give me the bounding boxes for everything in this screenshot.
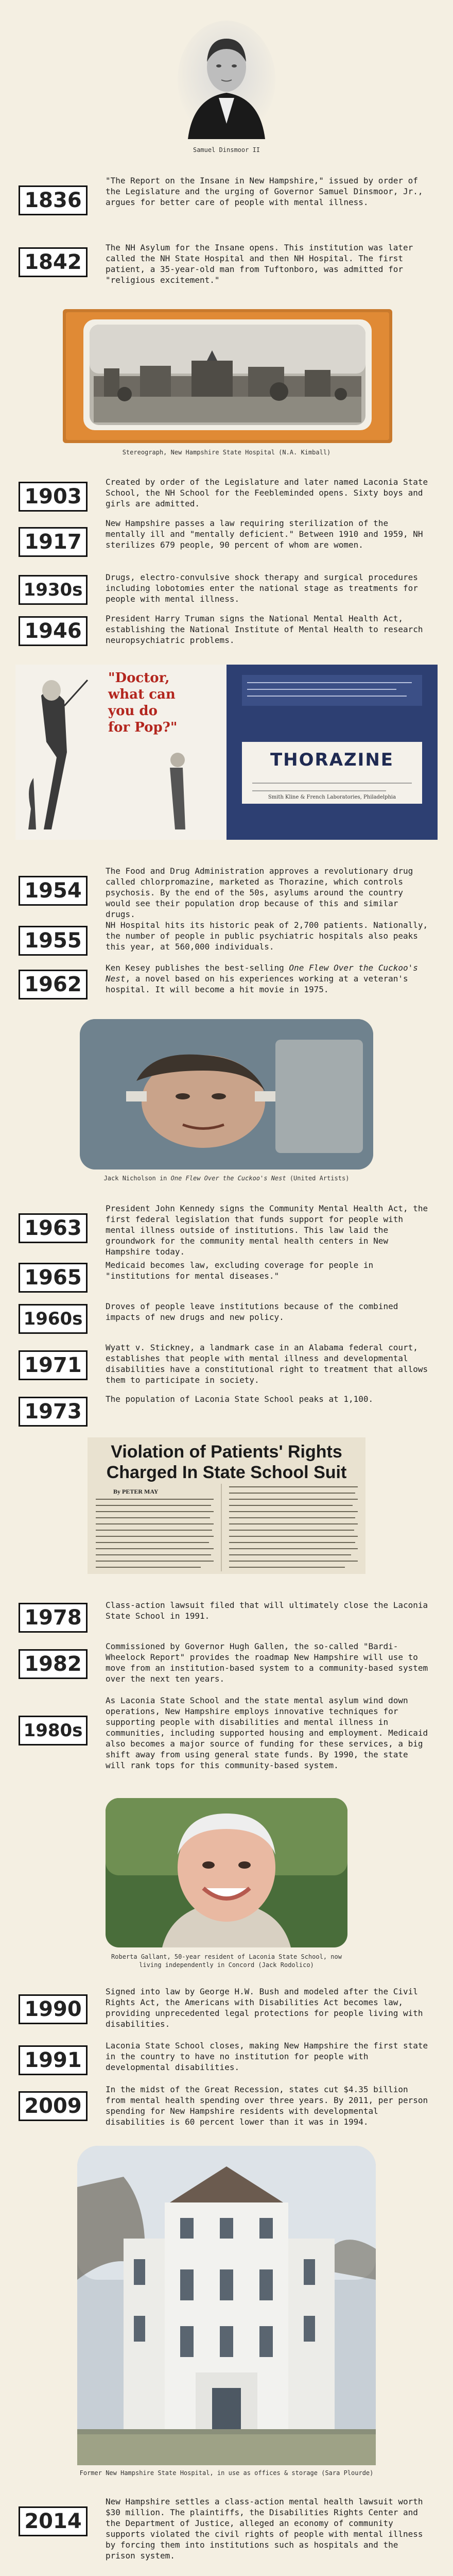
year-label: 1991	[19, 2045, 88, 2075]
entry-text: Medicaid becomes law, excluding coverage for people in "institutions for mental diseases."	[106, 1260, 374, 1281]
year-label: 1965	[19, 1263, 88, 1293]
entry-text: Wyatt v. Stickney, a landmark case in an Alabama federal court, establishes that people with mental illness and developmental disabilities have a constitutional right to treatment that allows them to participate in society.	[106, 1343, 428, 1385]
entry-text: NH Hospital hits its historic peak of 2,700 patients. Nationally, the number of people in public psychiatric hospitals also peaks this year, at 560,000 individuals.	[106, 920, 428, 952]
stereograph-image	[63, 309, 392, 443]
headline-line: Charged In State School Suit	[106, 1463, 347, 1482]
newspaper-clipping-image	[88, 1437, 365, 1574]
entry-text: The NH Asylum for the Insane opens. This institution was later called the NH State Hospital and then NH Hospital. The first patient, a 35-year-old man from Tuftonboro, was admitted for "religious excitement."	[106, 243, 413, 285]
entry-text: As Laconia State School and the state mental asylum wind down operations, New Hampshire employs innovative techniques for supporting people with disabilities and mental illness in communities, including supported housing and employment. Medicaid also becomes a major source of funding for these services, a big shift away from using general state funds. By 1990, the state will rank tops for this community-based system.	[106, 1696, 428, 1770]
entry-text: The population of Laconia State School peaks at 1,100.	[106, 1394, 374, 1404]
year-label: 1842	[19, 247, 88, 277]
year-label: 1978	[19, 1603, 88, 1633]
entry-text: In the midst of the Great Recession, states cut $4.35 billion from mental health spending over three years. By 2011, per person spending for New Hampshire residents with developmental disabilities is 60 percent lower than it was in 1994.	[106, 2084, 428, 2127]
stereograph-caption: Stereograph, New Hampshire State Hospital (N.A. Kimball)	[122, 449, 331, 456]
ad-manufacturer: Smith Kline & French Laboratories, Philadelphia	[268, 794, 396, 800]
book-title: One Flew Over the Cuckoo's Nest	[106, 963, 418, 984]
year-label: 1955	[19, 926, 88, 956]
cuckoo-still-image	[80, 1019, 373, 1170]
entry-text: President John Kennedy signs the Community Mental Health Act, the first federal legislation that funds support for people with mental illness outside of institutions. This law laid the groundwork for the community mental health centers in New Hampshire today.	[106, 1204, 428, 1257]
entry-text: The Food and Drug Administration approves a revolutionary drug called chlorpromazine, marketed as Thorazine, which controls psychosis. By the end of the 50s, asylums around the country would see their population drop because of this and similar drugs.	[106, 866, 413, 919]
entry-text-part: Ken Kesey publishes the best-selling	[106, 963, 289, 973]
year-label: 1990	[19, 1994, 88, 2024]
entry-text: Commissioned by Governor Hugh Gallen, the so-called "Bardi-Wheelock Report" provides the roadmap New Hampshire will use to move from an institution-based system to a community-based system over the next ten years.	[106, 1641, 428, 1684]
year-label: 2014	[19, 2506, 88, 2536]
entry-text: New Hampshire passes a law requiring sterilization of the mentally ill and "mentally deficient." Between 1910 and 1959, NH sterilizes 679 people, 90 percent of whom are women.	[106, 518, 423, 550]
state-hospital-photo	[77, 2146, 376, 2465]
entry-text-part: , a novel based on his experiences working at a veteran's hospital. It will become a hit movie in 1975.	[106, 974, 408, 994]
year-label: 1946	[19, 616, 88, 646]
ad-question-line: "Doctor,	[108, 670, 170, 686]
ad-question-line: you do	[108, 703, 158, 719]
year-label: 1973	[19, 1397, 88, 1427]
year-label: 1971	[19, 1350, 88, 1380]
entry-text: President Harry Truman signs the National Mental Health Act, establishing the National Institute of Mental Health to research neuropsychiatric problems.	[106, 614, 423, 645]
portrait-caption: Samuel Dinsmoor II	[193, 146, 260, 154]
entry-text: Laconia State School closes, making New Hampshire the first state in the country to have no institution for people with developmental disabilities.	[106, 2041, 428, 2072]
year-label: 1980s	[19, 1716, 88, 1745]
portrait-image	[178, 21, 275, 139]
entry-text: Droves of people leave institutions because of the combined impacts of new drugs and new policy.	[106, 1301, 398, 1322]
year-label: 2009	[19, 2091, 88, 2121]
year-label: 1960s	[19, 1304, 88, 1334]
thorazine-ad-image	[15, 665, 438, 840]
entry-text: Signed into law by George H.W. Bush and modeled after the Civil Rights Act, the Americans with Disabilities Act becomes law, providing unprecedented legal protections for people living with disabilities.	[106, 1987, 423, 2029]
year-label: 1962	[19, 970, 88, 999]
year-label: 1930s	[19, 575, 88, 605]
year-label: 1836	[19, 185, 88, 215]
film-title: One Flew Over the Cuckoo's Nest	[170, 1175, 286, 1182]
year-label: 1954	[19, 876, 88, 906]
roberta-caption: Roberta Gallant, 50-year resident of Laconia State School, now living independently in Concord (Jack Rodolico)	[111, 1953, 342, 1969]
newspaper-byline: By PETER MAY	[113, 1488, 159, 1495]
roberta-gallant-photo	[106, 1798, 347, 1947]
ad-brand: THORAZINE	[270, 750, 394, 770]
year-label: 1903	[19, 482, 88, 512]
entry-text: Created by order of the Legislature and later named Laconia State School, the NH School for the Feebleminded opens. Sixty boys and girls are admitted.	[106, 477, 428, 509]
cuckoo-caption: Jack Nicholson in One Flew Over the Cuckoo's Nest (United Artists)	[103, 1175, 350, 1182]
year-label: 1963	[19, 1213, 88, 1243]
ad-question-line: for Pop?"	[108, 720, 178, 735]
year-label: 1982	[19, 1649, 88, 1679]
entry-text: Drugs, electro-convulsive shock therapy and surgical procedures including lobotomies enter the national stage as treatments for people with mental illness.	[106, 572, 418, 604]
entry-text: New Hampshire settles a class-action mental health lawsuit worth $30 million. The plaintiffs, the Disabilities Rights Center and the Department of Justice, alleged an economy of community supports violated the civil rights of people with mental illness by forcing them into institutions such as hospitals and the prison system.	[106, 2497, 423, 2561]
entry-text: "The Report on the Insane in New Hampshire," issued by order of the Legislature and the urging of Governor Samuel Dinsmoor, Jr., argues for better care of people with mental illness.	[106, 176, 423, 207]
ad-question-line: what can	[108, 687, 176, 702]
entry-text: Class-action lawsuit filed that will ultimately close the Laconia State School in 1991.	[106, 1600, 428, 1621]
entry-text	[106, 962, 430, 995]
year-label: 1917	[19, 527, 88, 557]
hospital-caption: Former New Hampshire State Hospital, in use as offices & storage (Sara Plourde)	[79, 2469, 374, 2477]
headline-line: Violation of Patients' Rights	[111, 1442, 342, 1462]
ad-question	[108, 670, 201, 736]
